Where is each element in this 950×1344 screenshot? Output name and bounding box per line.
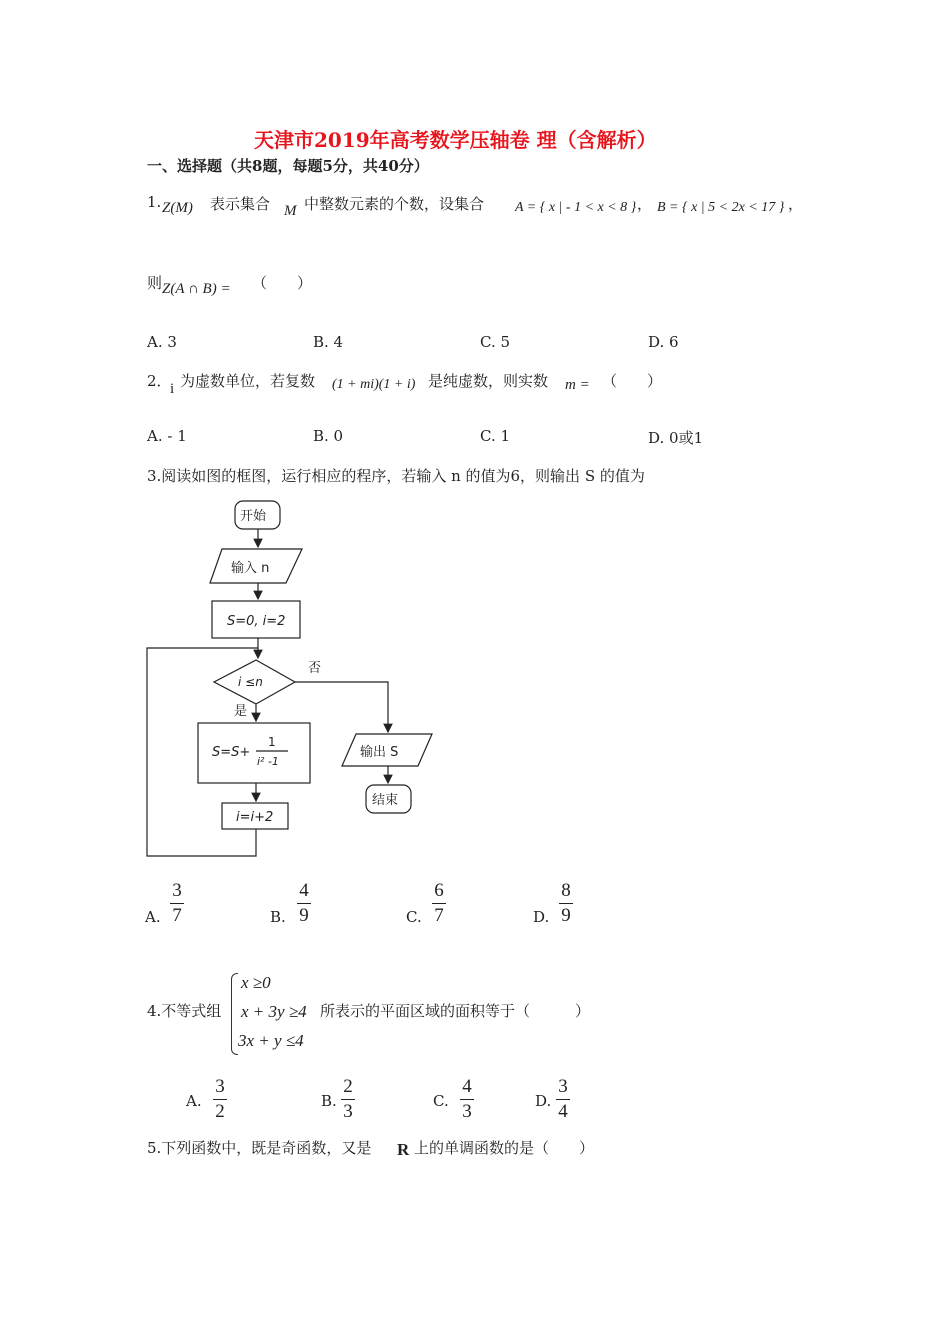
q4-inequality-2: x + 3y ≥4 <box>241 1002 307 1021</box>
q2-number: 2． <box>147 372 172 390</box>
q2-text-2: 是纯虚数，则实数 <box>428 372 549 390</box>
q1-comma-1: ， <box>637 195 653 213</box>
q4-lead: 4.不等式组 <box>147 1002 222 1020</box>
q4-option-c-fraction <box>460 1076 474 1123</box>
q1-option-a: A. 3 <box>147 333 177 351</box>
q1-answer-paren: （ ） <box>252 274 313 292</box>
q3-option-a-label: A. <box>145 908 161 926</box>
q3-option-c-label: C. <box>406 908 422 926</box>
q1-expression: Z(A ∩ B) = <box>162 281 231 297</box>
q2-text-1: 为虚数单位，若复数 <box>180 372 316 390</box>
section-heading: 一、选择题（共8题，每题5分，共40分） <box>147 157 429 175</box>
q2-option-b: B. 0 <box>313 427 344 445</box>
q4-option-d-denominator: 4 <box>558 1101 568 1122</box>
q3-option-d-numerator: 8 <box>561 880 571 901</box>
q3-option-a-numerator: 3 <box>172 880 182 901</box>
q5-text-2: 上的单调函数的是（ ） <box>414 1139 595 1157</box>
q1-option-b: B. 4 <box>313 333 344 351</box>
q4-inequality-1: x ≥0 <box>241 973 271 992</box>
q3-option-d-fraction <box>559 880 573 927</box>
q1-set-a: A = { x | - 1 < x < 8 } <box>515 200 637 215</box>
q2-option-a: A. - 1 <box>147 427 187 445</box>
q1-text-2: 中整数元素的个数，设集合 <box>304 195 485 213</box>
q1-option-c: C. 5 <box>480 333 511 351</box>
q3-option-b-label: B. <box>270 908 286 926</box>
q1-number: 1. <box>147 193 162 211</box>
flowchart <box>140 495 450 865</box>
flow-fraction-denominator: i² -1 <box>257 755 279 768</box>
q3-option-c-numerator: 6 <box>434 880 444 901</box>
q1-option-d: D. 6 <box>648 333 679 351</box>
q3-option-b-fraction <box>297 880 311 927</box>
q2-answer-paren: （ ） <box>602 372 663 390</box>
q3-option-d-denominator: 9 <box>561 905 571 926</box>
flow-update-s-label: S=S+ <box>212 745 251 760</box>
flow-init-label: S=0, i=2 <box>227 614 286 629</box>
q5-text-1: 5.下列函数中，既是奇函数，又是 <box>147 1139 372 1157</box>
q4-option-a-numerator: 3 <box>215 1076 225 1097</box>
q4-option-b-numerator: 2 <box>343 1076 353 1097</box>
q4-option-c-numerator: 4 <box>462 1076 472 1097</box>
flow-start-label: 开始 <box>240 509 267 524</box>
q1-set-b: B = { x | 5 < 2x < 17 } <box>657 200 785 215</box>
q1-comma-2: ， <box>788 195 804 213</box>
q3-option-a-fraction <box>170 880 184 927</box>
q4-option-d-fraction <box>556 1076 570 1123</box>
q4-option-a-fraction <box>213 1076 227 1123</box>
q3-option-b-numerator: 4 <box>299 880 309 901</box>
q4-option-b-label: B. <box>321 1092 337 1110</box>
q3-option-c-fraction <box>432 880 446 927</box>
q4-option-b-fraction <box>341 1076 355 1123</box>
flow-input-label: 输入 n <box>231 561 270 576</box>
q2-imag-unit: i <box>170 381 175 397</box>
flow-output-label: 输出 S <box>360 745 399 760</box>
flow-end-label: 结束 <box>372 793 399 808</box>
q3-option-b-denominator: 9 <box>299 905 309 926</box>
q1-text-1: 表示集合 <box>210 195 271 213</box>
q3-text: 3.阅读如图的框图，运行相应的程序，若输入 n 的值为6，则输出 S 的值为 <box>147 467 645 485</box>
q5-real-set: R <box>397 1140 410 1159</box>
q1-zm: Z(M) <box>162 200 193 216</box>
q2-expression: (1 + mi)(1 + i) <box>332 377 416 392</box>
q4-option-a-label: A. <box>186 1092 202 1110</box>
q4-option-d-label: D. <box>535 1092 552 1110</box>
q1-set-m: M <box>284 203 297 219</box>
q4-option-d-numerator: 3 <box>558 1076 568 1097</box>
q3-option-c-denominator: 7 <box>434 905 444 926</box>
flow-yes-label: 是 <box>234 704 248 719</box>
q4-text: 所表示的平面区域的面积等于（ ） <box>320 1002 591 1020</box>
q4-option-b-denominator: 3 <box>343 1101 353 1122</box>
flow-fraction-numerator: 1 <box>268 735 276 749</box>
flow-condition-label: i ≤n <box>238 675 263 689</box>
q4-option-a-denominator: 2 <box>215 1101 225 1122</box>
q3-option-d-label: D. <box>533 908 550 926</box>
q4-option-c-denominator: 3 <box>462 1101 472 1122</box>
q1-then: 则 <box>147 274 163 292</box>
q4-brace <box>231 973 238 1055</box>
q4-option-c-label: C. <box>433 1092 449 1110</box>
q2-variable-m: m = <box>565 377 590 393</box>
flow-no-label: 否 <box>308 661 322 676</box>
q2-option-d: D. 0或1 <box>648 429 704 447</box>
q2-option-c: C. 1 <box>480 427 511 445</box>
q4-inequality-3: 3x + y ≤4 <box>238 1031 304 1050</box>
flow-update-i-label: i=i+2 <box>236 810 274 825</box>
q3-option-a-denominator: 7 <box>172 905 182 926</box>
page-title: 天津市2019年高考数学压轴卷 理（含解析） <box>254 128 657 152</box>
